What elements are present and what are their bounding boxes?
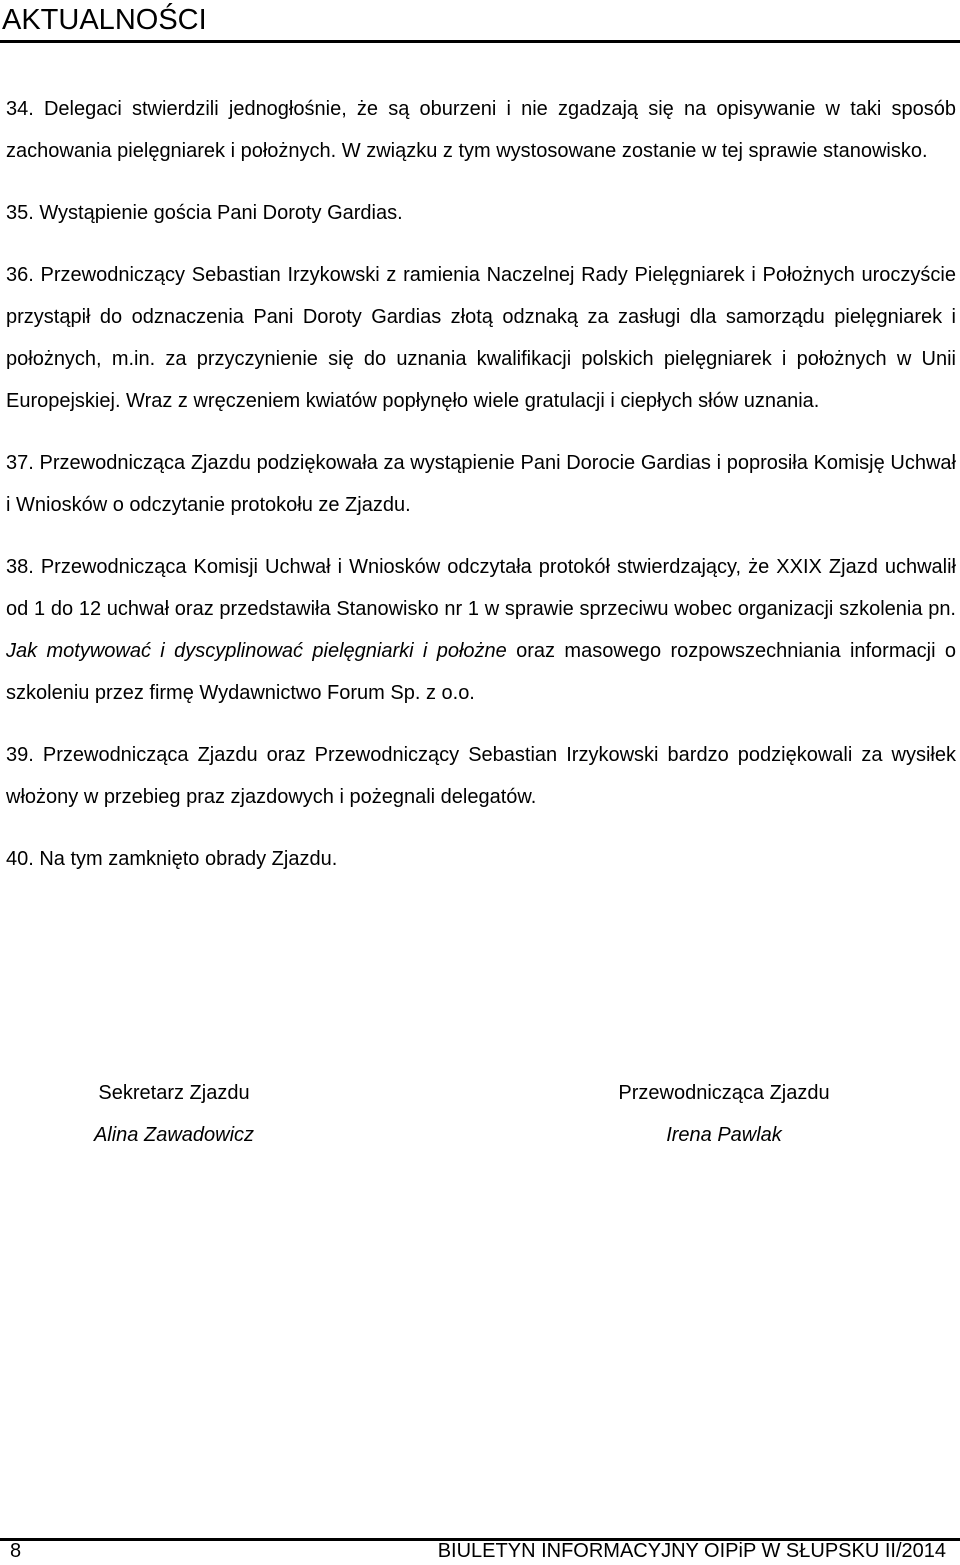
signature-secretary-name: Alina Zawadowicz [93, 1124, 255, 1146]
signature-chair [564, 1072, 884, 1156]
publication-name: BIULETYN INFORMACYJNY OIPiP W SŁUPSKU II/2014 [437, 1540, 946, 1562]
paragraph-38-text-end: oraz masowego rozpowszechniania informacji o szkoleniu przez firmę Wydawnictwo Forum Sp. z o.o. [6, 640, 956, 704]
header-divider [0, 40, 960, 43]
section-title: AKTUALNOŚCI [2, 4, 207, 36]
signature-chair-name: Irena Pawlak [666, 1124, 782, 1146]
paragraph-36: 36. Przewodniczący Sebastian Irzykowski z ramienia Naczelnej Rady Pielęgniarek i Położnych uroczyście przystąpił do odznaczenia Pani Doroty Gardias złotą odznaką za zasługi dla samorządu pielęgniarek i położnych, m.in. za przyczynienie się do uznania kwalifikacji polskich pielęgniarek i położnych w Unii Europejskiej. Wraz z wręczeniem kwiatów popłynęło wiele gratulacji i ciepłych słów uznania. [6, 264, 956, 412]
signature-secretary-role: Sekretarz Zjazdu [98, 1082, 250, 1104]
paragraph-40: 40. Na tym zamknięto obrady Zjazdu. [6, 848, 338, 870]
signature-block [0, 1072, 960, 1162]
paragraph-39: 39. Przewodnicząca Zjazdu oraz Przewodniczący Sebastian Irzykowski bardzo podziękowali za wysiłek włożony w przebieg praz zjazdowych i pożegnali delegatów. [6, 744, 956, 808]
signature-secretary [14, 1072, 334, 1156]
document-body [6, 88, 956, 900]
paragraph-38-text-start: 38. Przewodnicząca Komisji Uchwał i Wniosków odczytała protokół stwierdzający, że XXIX Zjazd uchwalił od 1 do 12 uchwał oraz przedstawiła Stanowisko nr 1 w sprawie sprzeciwu wobec organizacji szkolenia pn. [6, 556, 956, 620]
signature-chair-role: Przewodnicząca Zjazdu [618, 1082, 830, 1104]
page-number: 8 [10, 1540, 22, 1562]
paragraph-38-training-title: Jak motywować i dyscyplinować pielęgniarki i położne [6, 640, 507, 662]
paragraph-34: 34. Delegaci stwierdzili jednogłośnie, że są oburzeni i nie zgadzają się na opisywanie w taki sposób zachowania pielęgniarek i położnych. W związku z tym wystosowane zostanie w tej sprawie stanowisko. [6, 98, 956, 162]
paragraph-38 [6, 546, 956, 714]
paragraph-37: 37. Przewodnicząca Zjazdu podziękowała za wystąpienie Pani Dorocie Gardias i poprosiła Komisję Uchwał i Wniosków o odczytanie protokołu ze Zjazdu. [6, 452, 956, 516]
paragraph-35: 35. Wystąpienie gościa Pani Doroty Gardias. [6, 202, 403, 224]
